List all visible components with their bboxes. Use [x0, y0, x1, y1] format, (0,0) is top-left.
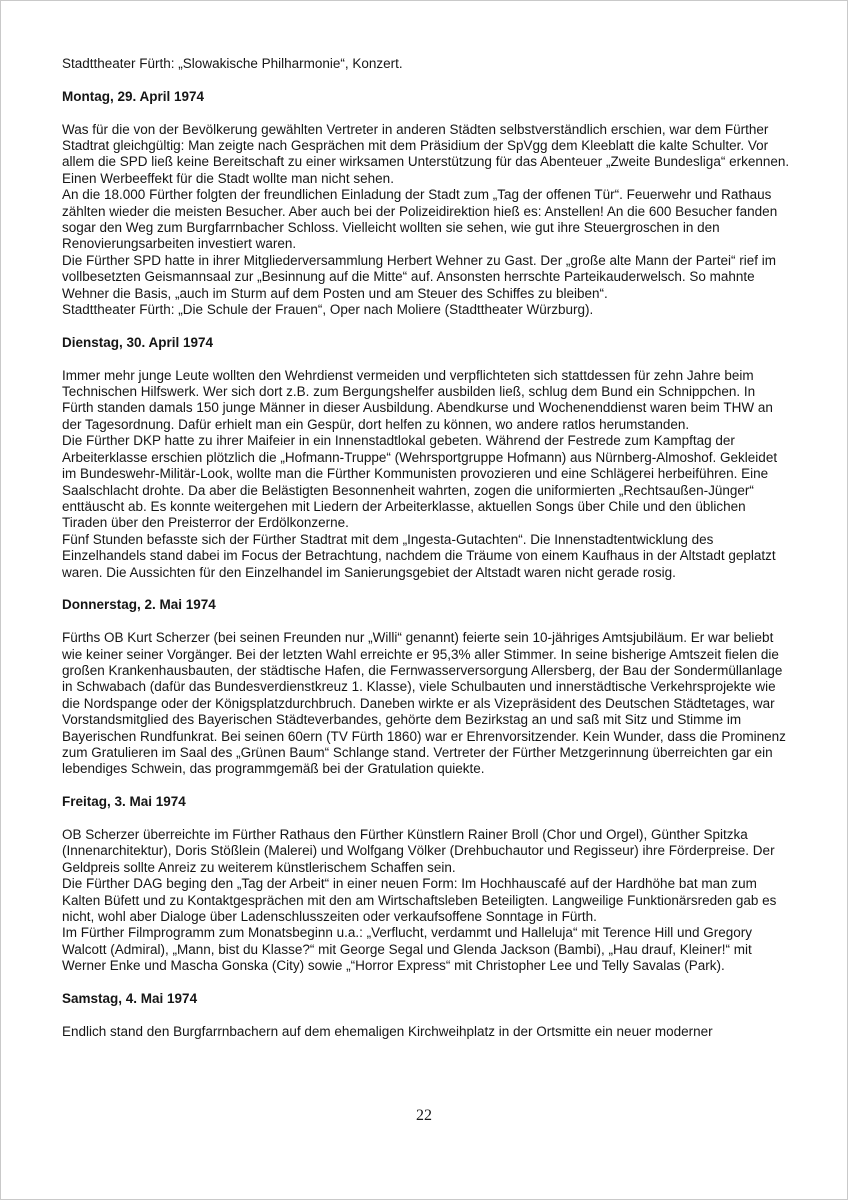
paragraph: Stadttheater Fürth: „Slowakische Philharmonie“, Konzert.	[62, 56, 403, 71]
paragraph: Endlich stand den Burgfarrnbachern auf dem ehemaligen Kirchweihplatz in der Ortsmitte ein neuer moderner	[62, 1023, 713, 1039]
section-heading-samstag: Samstag, 4. Mai 1974	[62, 991, 198, 1007]
page-number: 22	[416, 1107, 432, 1124]
document-body	[62, 56, 790, 1040]
paragraph: Fünf Stunden befasste sich der Fürther Stadtrat mit dem „Ingesta-Gutachten“. Die Innenstadtentwicklung des Einzelhandels stand dabei im Focus der Betrachtung, nachdem die Träume von einem Kaufhaus in der Altstadt geplatzt waren. Die Aussichten für den Einzelhandel im Sanierungsgebiet der Altstadt waren nicht gerade rosig.	[62, 531, 776, 580]
section-heading-montag: Montag, 29. April 1974	[62, 88, 205, 104]
paragraph: Die Fürther DAG beging den „Tag der Arbeit“ in einer neuen Form: Im Hochhauscafé auf der Hardhöhe bat man zum Kalten Büfett und zu Kontaktgesprächen mit den am Wirtschaftsleben Beteiligten. Langweilige Funktionärsreden gab es nicht, wohl aber Dialoge über Ladenschlusszeiten oder verkaufsoffene Sonntage in Fürth.	[62, 876, 777, 924]
paragraph: Die Fürther DKP hatte zu ihrer Maifeier in ein Innenstadtlokal gebeten. Während der Festrede zum Kampftag der Arbeiterklasse erschien plötzlich die „Hofmann-Truppe“ (Wehrsportgruppe Hofmann) aus Nürnberg-Almoshof. Gekleidet im Bundeswehr-Militär-Look, wollte man die Fürther Kommunisten provozieren und eine Schlägerei herbeiführen. Eine Saalschlacht drohte. Da aber die Belästigten Besonnenheit wahrten, zogen die uniformierten „Rechtsaußen-Jünger“ enttäuscht ab. Es konnte weitergehen mit Liedern der Arbeiterklasse, aktuellen Songs über Chile und den üblichen Tiraden über den Preisterror der Erdölkonzerne.	[62, 433, 778, 531]
section-heading-freitag: Freitag, 3. Mai 1974	[62, 794, 186, 810]
section-heading-dienstag: Dienstag, 30. April 1974	[62, 334, 214, 350]
paragraph: Im Fürther Filmprogramm zum Monatsbeginn u.a.: „Verflucht, verdammt und Halleluja“ mit Terence Hill und Gregory Walcott (Admiral), „Mann, bist du Klasse?“ mit George Segal und Glenda Jackson (Bambi), „Hau drauf, Kleiner!“ mit Werner Enke und Mascha Gonska (City) sowie „“Horror Express“ mit Christopher Lee und Telly Savalas (Park).	[62, 925, 753, 974]
paragraph: Stadttheater Fürth: „Die Schule der Frauen“, Oper nach Moliere (Stadttheater Würzburg).	[62, 302, 594, 318]
paragraph: Was für die von der Bevölkerung gewählten Vertreter in anderen Städten selbstverständlich erschien, war dem Fürther Stadtrat gleichgültig: Man zeigte nach Gesprächen mit dem Präsidium der SpVgg dem Kleeblatt die kalte Schulter. Vor allem die SPD ließ keine Bereitschaft zu einer wirksamen Unterstützung für das Abenteuer „Zweite Bundesliga“ erkennen. Einen Werbeeffekt für die Stadt wollte man nicht sehen.	[62, 121, 790, 186]
section-heading-donnerstag: Donnerstag, 2. Mai 1974	[62, 597, 216, 613]
paragraph: Die Fürther SPD hatte in ihrer Mitgliederversammlung Herbert Wehner zu Gast. Der „große alte Mann der Partei“ rief im vollbesetzten Geismannsaal zur „Besinnung auf die Mitte“ auf. Ansonsten herrschte Parteikauderwelsch. So mahnte Wehner die Basis, „auch im Sturm auf dem Posten und am Steuer des Schiffes zu bleiben“.	[62, 252, 777, 301]
paragraph: Fürths OB Kurt Scherzer (bei seinen Freunden nur „Willi“ genannt) feierte sein 10-jähriges Amtsjubiläum. Er war beliebt wie keiner seiner Vorgänger. Bei der letzten Wahl erreichte er 95,3% aller Stimmer. In seine bisherige Amtszeit fielen die großen Krankenhausbauten, der städtische Hafen, die Fernwasserversorgung Allersberg, der Bau der Sondermüllanlage in Schwabach (dafür das Bundesverdienstkreuz 1. Klasse), viele Schulbauten und innerstädtische Verkehrsprojekte wie die Nordspange oder der Königsplatzdurchbruch. Daneben wirkte er als Vizepräsident des Deutschen Städtetages, war Vorstandsmitglied des Bayerischen Städteverbandes, gehörte dem Bezirkstag an und saß mit Sitz und Stimme im Bayerischen Rundfunkrat. Bei seinen 60ern (TV Fürth 1860) war er Ehrenvorsitzender. Kein Wunder, dass die Prominenz zum Gratulieren im Saal des „Grünen Baum“ Schlange stand. Vertreter der Fürther Metzgerinnung überreichten gar ein lebendiges Schwein, das programmgemäß bei der Gratulation quiekte.	[62, 630, 786, 777]
paragraph: OB Scherzer überreichte im Fürther Rathaus den Fürther Künstlern Rainer Broll (Chor und Orgel), Günther Spitzka (Innenarchitektur), Doris Stößlein (Malerei) und Wolfgang Völker (Drehbuchautor und Regisseur) ihre Förderpreise. Der Geldpreis sollte Anreiz zu weiterem künstlerischem Schaffen sein.	[62, 826, 775, 875]
paragraph: Immer mehr junge Leute wollten den Wehrdienst vermeiden und verpflichteten sich stattdessen für zehn Jahre beim Technischen Hilfswerk. Wer sich dort z.B. zum Bergungshelfer ausbilden ließ, schlug dem Bund ein Schnippchen. In Fürth standen damals 150 junge Männer in dieser Ausbildung. Abendkurse und Wochenenddienst waren beim THW an der Tagesordnung. Dafür erhielt man ein Gespür, dort helfen zu können, wo andere ratlos herumstanden.	[62, 367, 773, 432]
paragraph: An die 18.000 Fürther folgten der freundlichen Einladung der Stadt zum „Tag der offenen Tür“. Feuerwehr und Rathaus zählten wieder die meisten Besucher. Aber auch bei der Polizeidirektion hieß es: Anstellen! An die 600 Besucher fanden sogar den Weg zum Burgfarrnbacher Schloss. Vielleicht wollten sie sehen, wie gut ihre Steuergroschen in den Renovierungsarbeiten investiert waren.	[62, 187, 778, 252]
